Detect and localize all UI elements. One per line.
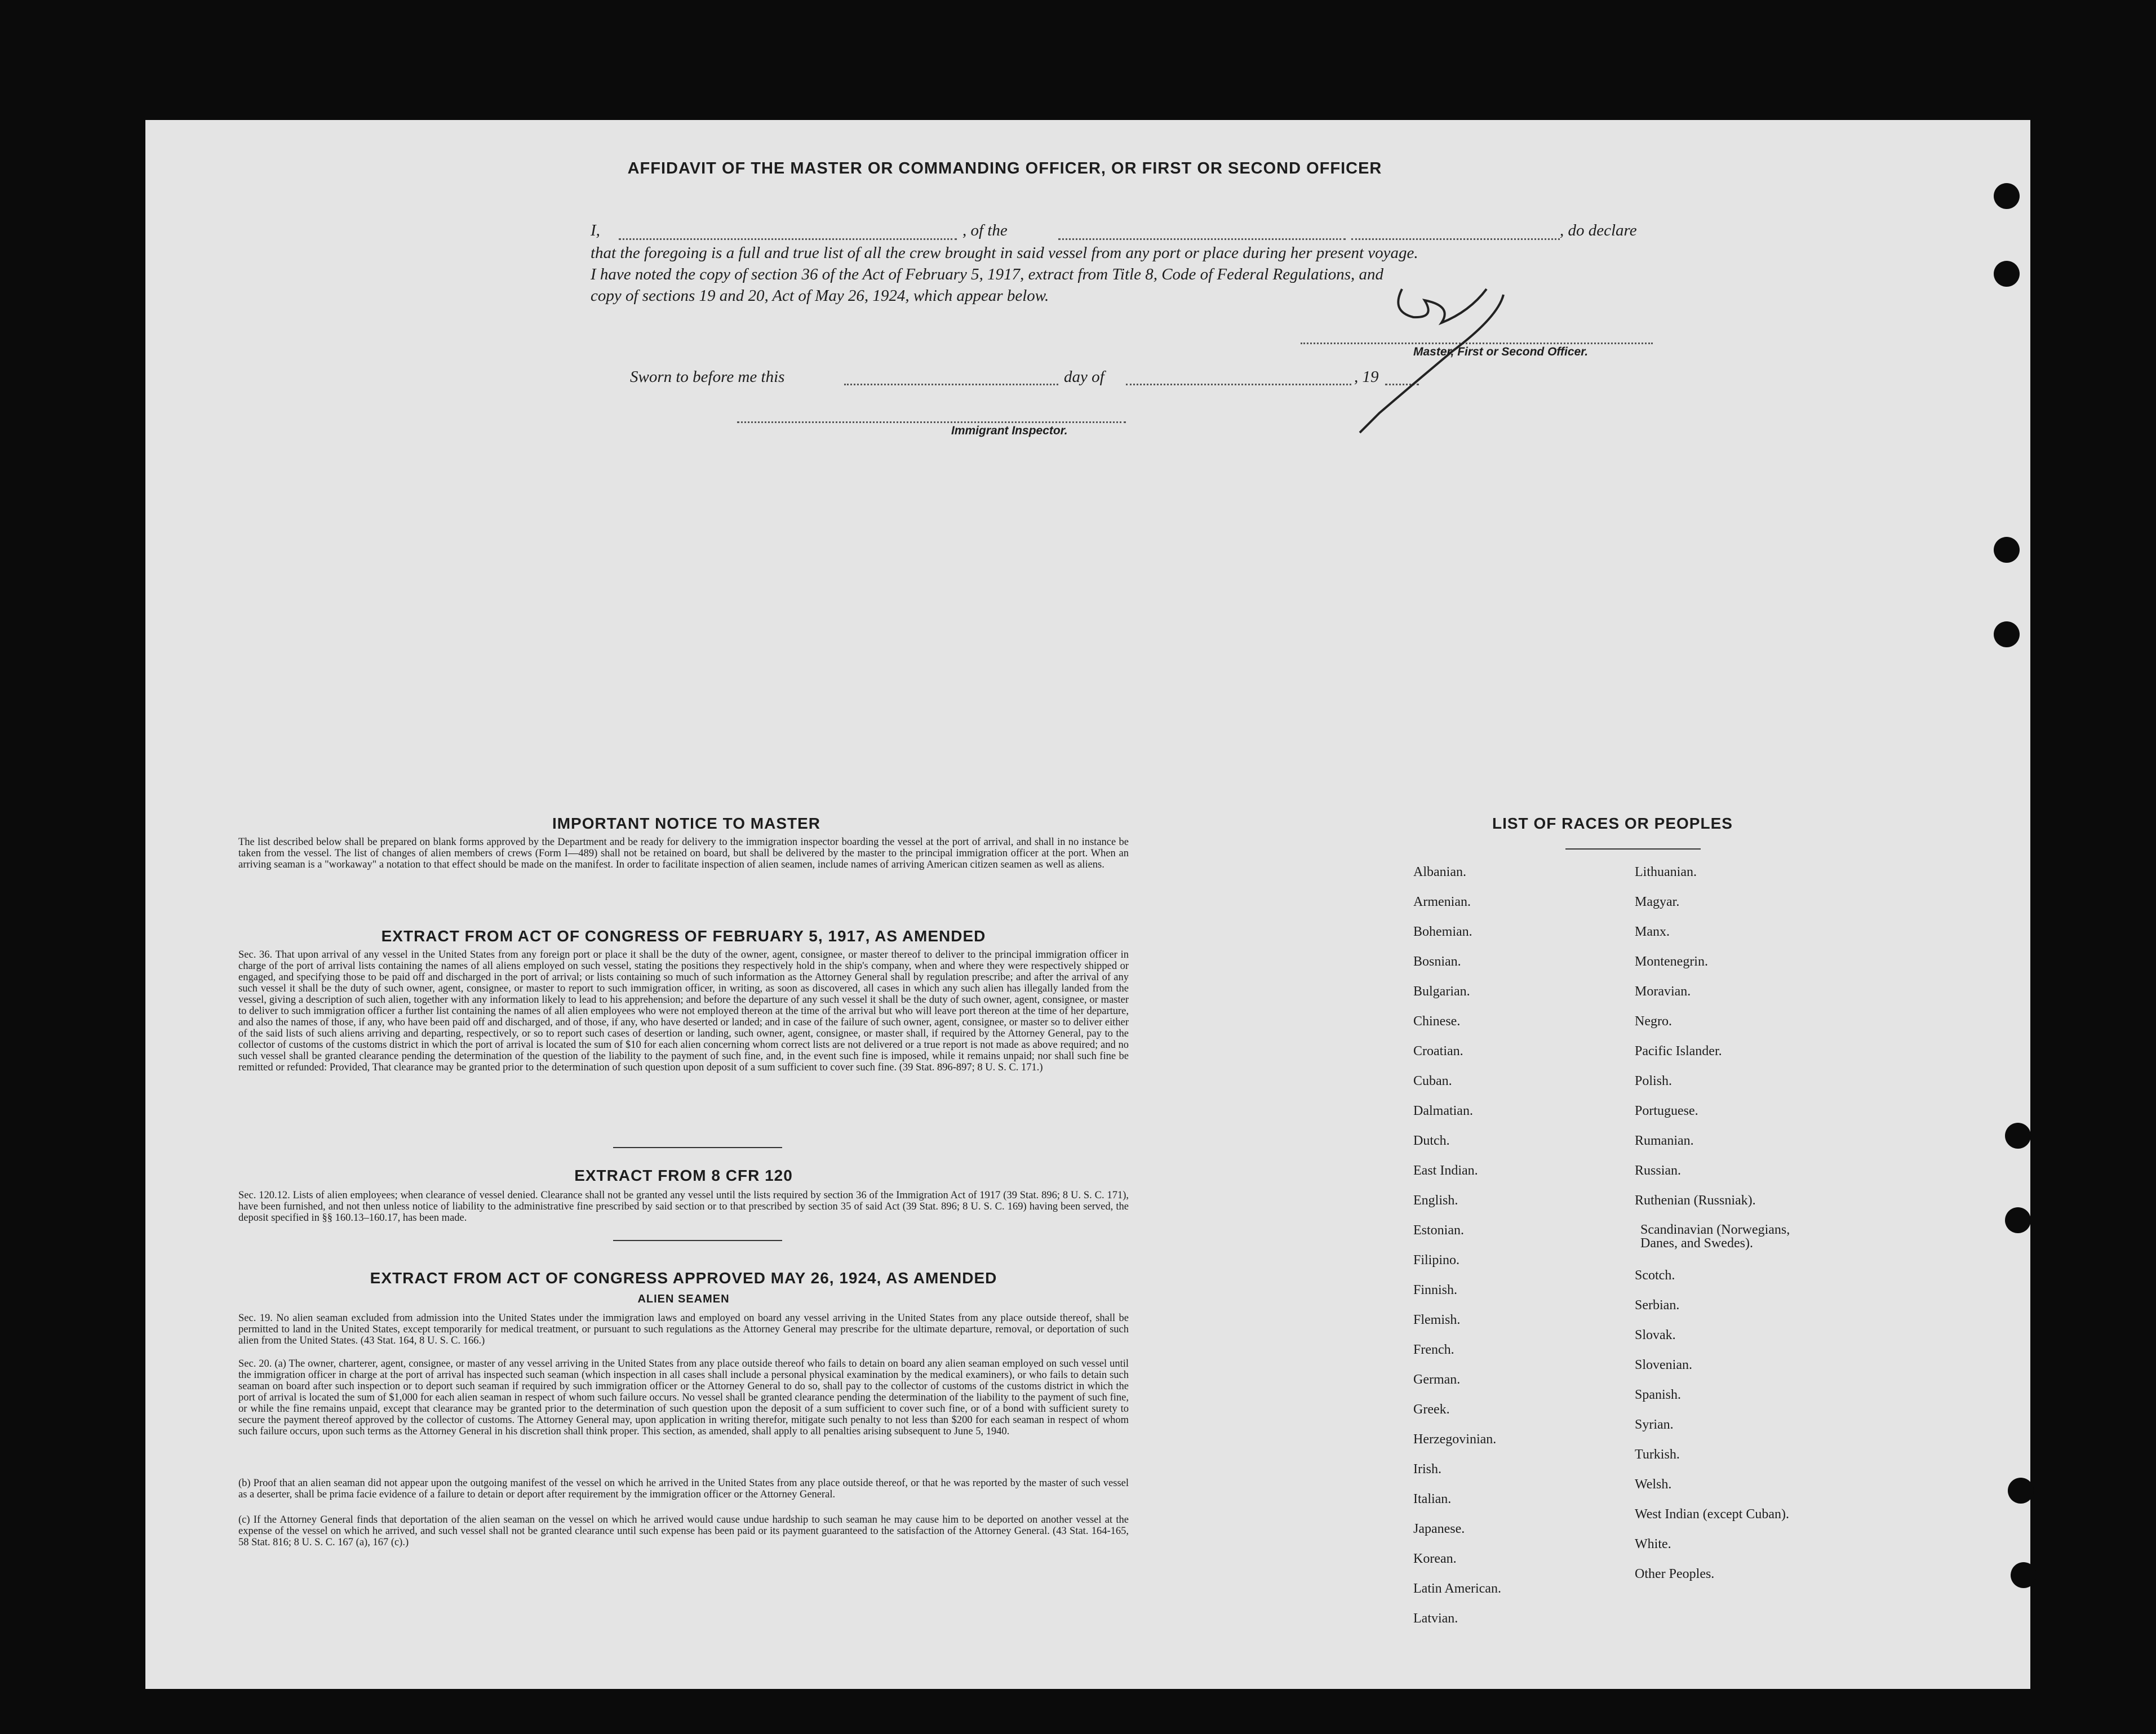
race-item: Russian. <box>1635 1163 1682 1178</box>
signature-mark <box>1357 278 1549 441</box>
race-item: Negro. <box>1635 1014 1672 1029</box>
punch-hole <box>2005 1207 2031 1233</box>
notice-title: IMPORTANT NOTICE TO MASTER <box>552 815 821 832</box>
extract-cfr-body: Sec. 120.12. Lists of alien employees; when clearance of vessel denied. Clearance shall not be granted any vessel until the lists required by section 36 of the Immigration Act of 1917 (39 Stat. 896; 8 U. S. C. 171), have been furnished, and not then unless notice of liability to the administrative fine prescribed by said section or to that prescribed by section 35 of said Act (39 Stat. 896; 8 U. S. C. 169) having been served, the deposit specified in §§ 160.13–160.17, has been made. <box>238 1190 1129 1224</box>
divider <box>1565 848 1701 850</box>
race-item: Bohemian. <box>1413 924 1472 939</box>
declarant-label: I, <box>591 221 600 239</box>
race-item: Italian. <box>1413 1492 1452 1506</box>
punch-hole <box>1994 183 2020 209</box>
race-item: Bosnian. <box>1413 954 1461 969</box>
race-item: Serbian. <box>1635 1298 1680 1313</box>
race-item: Rumanian. <box>1635 1133 1694 1148</box>
extract-cfr-title: EXTRACT FROM 8 CFR 120 <box>574 1167 793 1184</box>
race-item: Pacific Islander. <box>1635 1044 1722 1059</box>
race-item: Polish. <box>1635 1074 1673 1088</box>
race-item: English. <box>1413 1193 1458 1208</box>
races-column-1 <box>1413 865 1639 1641</box>
race-item: Spanish. <box>1635 1388 1682 1402</box>
declarant-name-field[interactable] <box>619 238 957 240</box>
section-20b-body: (b) Proof that an alien seaman did not appear upon the outgoing manifest of the vessel on which he arrived in the United States from any place outside thereof, or that he was reported by the master of such vessel as a deserter, shall be prima facie evidence of a failure to detain or deport after requirement by the immigration officer or the Attorney General. <box>238 1478 1129 1500</box>
affidavit-line-2: that the foregoing is a full and true list of all the crew brought in said vessel from any port or place during her present voyage. <box>591 244 1418 262</box>
divider <box>613 1240 782 1241</box>
declare-field[interactable] <box>1351 238 1560 240</box>
race-item: Albanian. <box>1413 865 1466 879</box>
race-item: Ruthenian (Russniak). <box>1635 1193 1756 1208</box>
race-item: Welsh. <box>1635 1477 1672 1492</box>
master-signature-label: Master, First or Second Officer. <box>1413 345 1589 358</box>
alien-seamen-subtitle: ALIEN SEAMEN <box>637 1293 730 1305</box>
sworn-month-field[interactable] <box>1126 384 1351 385</box>
punch-hole <box>1994 537 2020 563</box>
inspector-signature-label: Immigrant Inspector. <box>951 424 1068 437</box>
section-20c-body: (c) If the Attorney General finds that deportation of the alien seaman on the vessel on which he arrived would cause undue hardship to such seaman he may cause him to be deported on another vessel at the expense of the vessel on which he arrived, and such vessel shall not be granted clearance until such expense has been paid or its payment guaranteed to the satisfaction of the Attorney General. (43 Stat. 164-165, 58 Stat. 816; 8 U. S. C. 167 (a), 167 (c).) <box>238 1514 1129 1548</box>
race-item: Flemish. <box>1413 1313 1461 1327</box>
punch-hole <box>2011 1562 2037 1588</box>
race-item: Finnish. <box>1413 1283 1458 1297</box>
sworn-day-field[interactable] <box>844 384 1058 385</box>
divider <box>613 1147 782 1148</box>
affidavit-line-3: I have noted the copy of section 36 of the Act of February 5, 1917, extract from Title 8, Code of Federal Regulations, and <box>591 265 1384 283</box>
race-item: Armenian. <box>1413 895 1471 909</box>
race-item: Slovenian. <box>1635 1358 1692 1372</box>
race-item: Portuguese. <box>1635 1104 1698 1118</box>
vessel-name-field[interactable] <box>1058 238 1346 240</box>
race-item: Other Peoples. <box>1635 1567 1715 1581</box>
race-item: Moravian. <box>1635 984 1691 999</box>
race-item: Japanese. <box>1413 1522 1465 1536</box>
race-item: Latin American. <box>1413 1581 1501 1596</box>
extract-1917-title: EXTRACT FROM ACT OF CONGRESS OF FEBRUARY 5, 1917, AS AMENDED <box>381 927 986 945</box>
punch-hole <box>1994 621 2020 647</box>
punch-hole <box>2005 1123 2031 1149</box>
sworn-label: Sworn to before me this <box>630 368 785 386</box>
declare-label: , do declare <box>1560 221 1637 239</box>
race-item: Scandinavian (Norwegians, Danes, and Swedes). <box>1640 1222 1790 1251</box>
race-item: Bulgarian. <box>1413 984 1470 999</box>
race-item: Herzegovinian. <box>1413 1432 1497 1447</box>
race-item: Cuban. <box>1413 1074 1452 1088</box>
race-item: East Indian. <box>1413 1163 1478 1178</box>
race-item: Korean. <box>1413 1551 1457 1566</box>
notice-body: The list described below shall be prepared on blank forms approved by the Department and be ready for delivery to the immigration inspector boarding the vessel at the port of arrival, and shall in no instance be taken from the vessel. The list of changes of alien members of crews (Form I—489) shall not be retained on board, but shall be delivered by the master to the principal immigration officer at the port. When an arriving seaman is a "workaway" a notation to that effect should be made on the manifest. In order to facilitate inspection of alien seamen, include names of arriving American citizen seamen as well as aliens. <box>238 837 1129 870</box>
year-label: , 19 <box>1354 368 1379 386</box>
race-item: Magyar. <box>1635 895 1680 909</box>
extract-1917-body: Sec. 36. That upon arrival of any vessel in the United States from any foreign port or place it shall be the duty of the owner, agent, consignee, or master thereof to deliver to the principal immigration officer in charge of the port of arrival lists containing the names of all aliens employed on such vessel, stating the positions they respectively hold in the ship's company, when and where they were respectively shipped or engaged, and specifying those to be paid off and discharged in the port of arrival; or lists containing so much of such information as the Attorney General shall by regulation prescribe; and after the arrival of any such vessel it shall be the duty of such owner, agent, consignee, or master to report to such immigration officer, in writing, as soon as discovered, all cases in which any such alien has illegally landed from the vessel, giving a description of such alien, together with any information likely to lead to his apprehension; and before the departure of any such vessel it shall be the duty of such owner, agent, consignee, or master to deliver to such immigration officer a further list containing the names of all alien employees who were not employed thereon at the time of the arrival but who will leave port thereon at the time of her departure, and also the names of those, if any, who have been paid off and discharged, and of those, if any, who have deserted or landed; and in case of the failure of such owner, agent, consignee, or master so to deliver either of the said lists of such aliens arriving and departing, respectively, or so to report such cases of desertion or landing, such owner, agent, consignee, or master shall, if required by the Attorney General, pay to the collector of customs of the customs district in which the port of arrival is located the sum of $10 for each alien concerning whom correct lists are not delivered or a true report is not made as above required; and no such vessel shall be granted clearance pending the determination of the question of the liability to the payment of such fine, and, in the event such fine is imposed, while it remains unpaid; nor shall such fine be remitted or refunded: Provided, That clearance may be granted prior to the determination of such question upon deposit of a sum sufficient to cover such fine. (39 Stat. 896-897; 8 U. S. C. 171.) <box>238 949 1129 1073</box>
document-page <box>145 120 2030 1689</box>
race-item: Irish. <box>1413 1462 1441 1477</box>
races-title: LIST OF RACES OR PEOPLES <box>1492 815 1733 832</box>
races-column-2 <box>1635 865 1894 1597</box>
race-item: Slovak. <box>1635 1328 1676 1342</box>
race-item: German. <box>1413 1372 1461 1387</box>
punch-hole <box>1994 261 2020 287</box>
race-item: Lithuanian. <box>1635 865 1697 879</box>
affidavit-title: AFFIDAVIT OF THE MASTER OR COMMANDING OFFICER, OR FIRST OR SECOND OFFICER <box>627 159 1382 177</box>
race-item: Estonian. <box>1413 1223 1464 1238</box>
vessel-label: , of the <box>962 221 1008 239</box>
race-item: West Indian (except Cuban). <box>1635 1507 1789 1522</box>
race-item: Scotch. <box>1635 1268 1675 1283</box>
section-19-body: Sec. 19. No alien seaman excluded from admission into the United States under the immigration laws and employed on board any vessel arriving in the United States from any place outside thereof, shall be permitted to land in the United States, except temporarily for medical treatment, or pursuant to such regulations as the Attorney General may prescribe for the ultimate departure, removal, or deportation of such alien from the United States. (43 Stat. 164, 8 U. S. C. 166.) <box>238 1313 1129 1346</box>
race-item: Chinese. <box>1413 1014 1461 1029</box>
race-item: Filipino. <box>1413 1253 1460 1268</box>
race-item: Syrian. <box>1635 1417 1674 1432</box>
inspector-signature-field[interactable] <box>737 421 1126 423</box>
race-item: Montenegrin. <box>1635 954 1708 969</box>
day-of-label: day of <box>1064 368 1104 386</box>
race-item: Dutch. <box>1413 1133 1450 1148</box>
race-item: Dalmatian. <box>1413 1104 1473 1118</box>
race-item: French. <box>1413 1342 1454 1357</box>
affidavit-line-4: copy of sections 19 and 20, Act of May 26, 1924, which appear below. <box>591 287 1049 305</box>
race-item: Latvian. <box>1413 1611 1458 1626</box>
section-20a-body: Sec. 20. (a) The owner, charterer, agent, consignee, or master of any vessel arriving in the United States from any place outside thereof who fails to detain on board any alien seaman employed on such vessel until the immigration officer in charge at the port of arrival has inspected such seaman (which inspection in all cases shall include a personal physical examination by the medical examiners), or who fails to detain such seaman on board after such inspection or to deport such seaman if required by such immigration officer or the Attorney General to do so, shall pay to the collector of customs of the customs district in which the port of arrival is located the sum of $1,000 for each alien seaman in respect of whom such failure occurs. No vessel shall be granted clearance pending the determination of the liability to the payment of such fine, or while the fine remains unpaid, except that clearance may be granted prior to the determination of such question upon the deposit of a sum sufficient to cover such fine, or of a bond with sufficient surety to secure the payment thereof approved by the collector of customs. The Attorney General may, upon application in writing therefor, mitigate such penalty to not less than $200 for each seaman in respect of whom such failure occurs, upon such terms as the Attorney General in his discretion shall think proper. This section, as amended, shall apply to all penalties arising subsequent to June 5, 1940. <box>238 1358 1129 1437</box>
race-item: White. <box>1635 1537 1671 1551</box>
extract-1924-title: EXTRACT FROM ACT OF CONGRESS APPROVED MAY 26, 1924, AS AMENDED <box>370 1269 997 1287</box>
race-item: Greek. <box>1413 1402 1450 1417</box>
race-item: Croatian. <box>1413 1044 1463 1059</box>
race-item: Manx. <box>1635 924 1670 939</box>
punch-hole <box>2008 1478 2034 1504</box>
race-item: Turkish. <box>1635 1447 1680 1462</box>
